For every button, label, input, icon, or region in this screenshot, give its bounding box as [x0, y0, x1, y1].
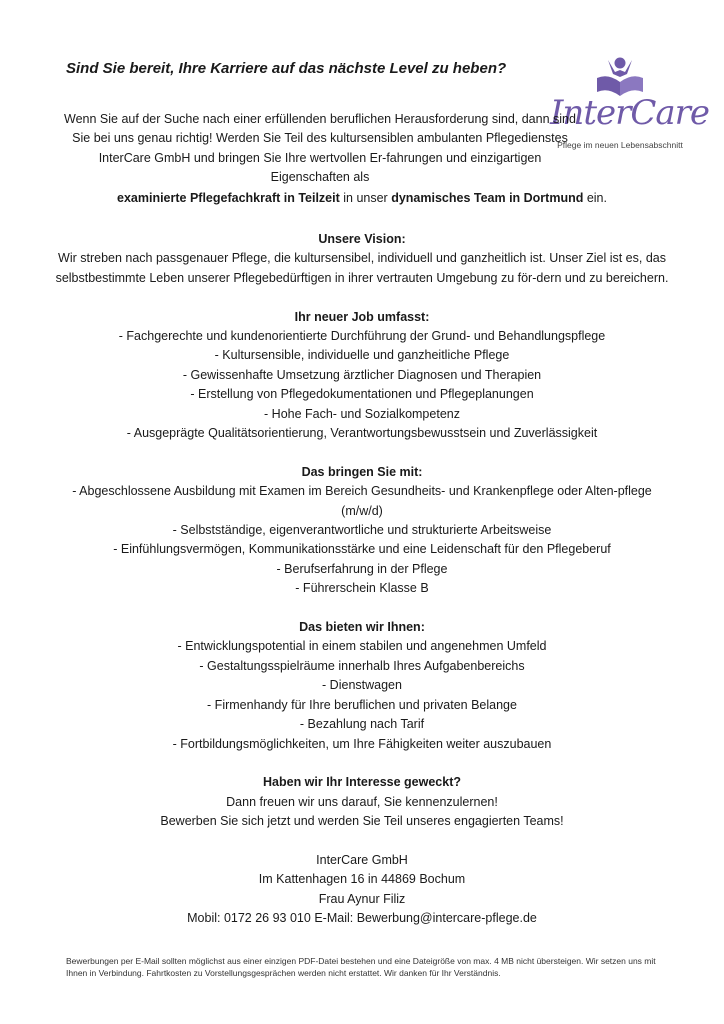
requirements-section	[50, 463, 674, 599]
list-item: - Berufserfahrung in der Pflege	[276, 561, 448, 576]
list-item: - Firmenhandy für Ihre beruflichen und privaten Belange	[207, 697, 517, 712]
offer-section	[50, 618, 674, 754]
contact-block	[50, 851, 674, 929]
headline: Sind Sie bereit, Ihre Karriere auf das nächste Level zu heben?	[66, 60, 507, 77]
contact-phone: Mobil: 0172 26 93 010	[187, 911, 311, 926]
list-item: - Fortbildungsmöglichkeiten, um Ihre Fähigkeiten weiter auszubauen	[172, 736, 552, 751]
list-item: - Führerschein Klasse B	[295, 581, 429, 596]
job-list	[50, 327, 674, 443]
contact-address: Im Kattenhagen 16 in 44869 Bochum	[258, 872, 466, 887]
intro-position-line	[40, 189, 684, 208]
interest-line-1: Dann freuen wir uns darauf, Sie kennenzulernen!	[226, 794, 498, 809]
offer-heading: Das bieten wir Ihnen:	[299, 620, 425, 635]
book-person-icon	[594, 56, 646, 98]
offer-list	[50, 637, 674, 753]
logo-tagline: Pflege im neuen Lebensabschnitt	[557, 140, 683, 150]
vision-heading: Unsere Vision:	[318, 232, 406, 246]
list-item: - Abgeschlossene Ausbildung mit Examen im Bereich Gesundheits- und Krankenpflege oder Alten-pflege (m/w/d)	[72, 484, 652, 518]
list-item: - Entwicklungspotential in einem stabilen und angenehmen Umfeld	[177, 639, 547, 654]
main-content	[50, 230, 674, 929]
contact-email[interactable]: E-Mail: Bewerbung@intercare-pflege.de	[314, 911, 537, 926]
requirements-heading: Das bringen Sie mit:	[301, 464, 423, 479]
list-item: - Fachgerechte und kundenorientierte Durchführung der Grund- und Behandlungspflege	[118, 329, 606, 344]
list-item: - Gestaltungsspielräume innerhalb Ihres Aufgabenbereichs	[199, 658, 525, 673]
intro-connector: in unser	[339, 191, 392, 205]
list-item: - Hohe Fach- und Sozialkompetenz	[264, 406, 460, 421]
logo-wordmark: InterCare	[550, 93, 710, 133]
position-title: examinierte Pflegefachkraft in Teilzeit	[117, 191, 340, 205]
list-item: - Selbstständige, eigenverantwortliche und strukturierte Arbeitsweise	[172, 523, 552, 538]
contact-company: InterCare GmbH	[316, 852, 408, 867]
intro-paragraph: Wenn Sie auf der Suche nach einer erfüllenden beruflichen Herausforderung sind, dann sind Sie bei uns genau richtig! Werden Sie Teil des kultursensiblen ambulanten Pflegedienstes InterCare GmbH und bringen Sie Ihre wertvollen Er-fahrungen und einzigartigen Eigenschaften als	[64, 112, 576, 185]
job-heading: Ihr neuer Job umfasst:	[294, 309, 430, 324]
list-item: - Gewissenhafte Umsetzung ärztlicher Diagnosen und Therapien	[182, 367, 542, 382]
list-item: - Dienstwagen	[322, 678, 402, 693]
intro-ending: ein.	[583, 191, 607, 205]
footnote: Bewerbungen per E-Mail sollten möglichst aus einer einzigen PDF-Datei bestehen und eine Dateigröße von max. 4 MB nicht übersteigen. Wir setzen uns mit Ihnen in Verbindung. Fahrtkosten zu Vorstellungsgesprächen werden nicht erstattet. Wir danken für Ihr Verständnis.	[66, 956, 656, 978]
vision-section	[50, 230, 674, 288]
interest-section	[50, 773, 674, 831]
list-item: - Einfühlungsvermögen, Kommunikationsstärke und eine Leidenschaft für den Pflegeberuf	[113, 542, 611, 557]
team-location: dynamisches Team in Dortmund	[391, 191, 584, 205]
job-section	[50, 308, 674, 444]
interest-line-2: Bewerben Sie sich jetzt und werden Sie Teil unseres engagierten Teams!	[160, 814, 564, 829]
contact-line	[50, 909, 674, 928]
vision-text: Wir streben nach passgenauer Pflege, die kultursensibel, individuell und ganzheitlich ist. Unser Ziel ist es, das selbstbestimmte Leben unserer Pflegebedürftigen in ihrer vertrauten Umgebung zu för-dern und zu bereichern.	[55, 251, 669, 285]
requirements-list	[50, 482, 674, 598]
list-item: - Kultursensible, individuelle und ganzheitliche Pflege	[214, 348, 510, 363]
list-item: - Bezahlung nach Tarif	[299, 717, 425, 732]
contact-person: Frau Aynur Filiz	[318, 891, 406, 906]
interest-heading: Haben wir Ihr Interesse geweckt?	[263, 775, 461, 790]
list-item: - Ausgeprägte Qualitätsorientierung, Verantwortungsbewusstsein und Zuverlässigkeit	[126, 426, 598, 441]
list-item: - Erstellung von Pflegedokumentationen und Pflegeplanungen	[190, 387, 534, 402]
